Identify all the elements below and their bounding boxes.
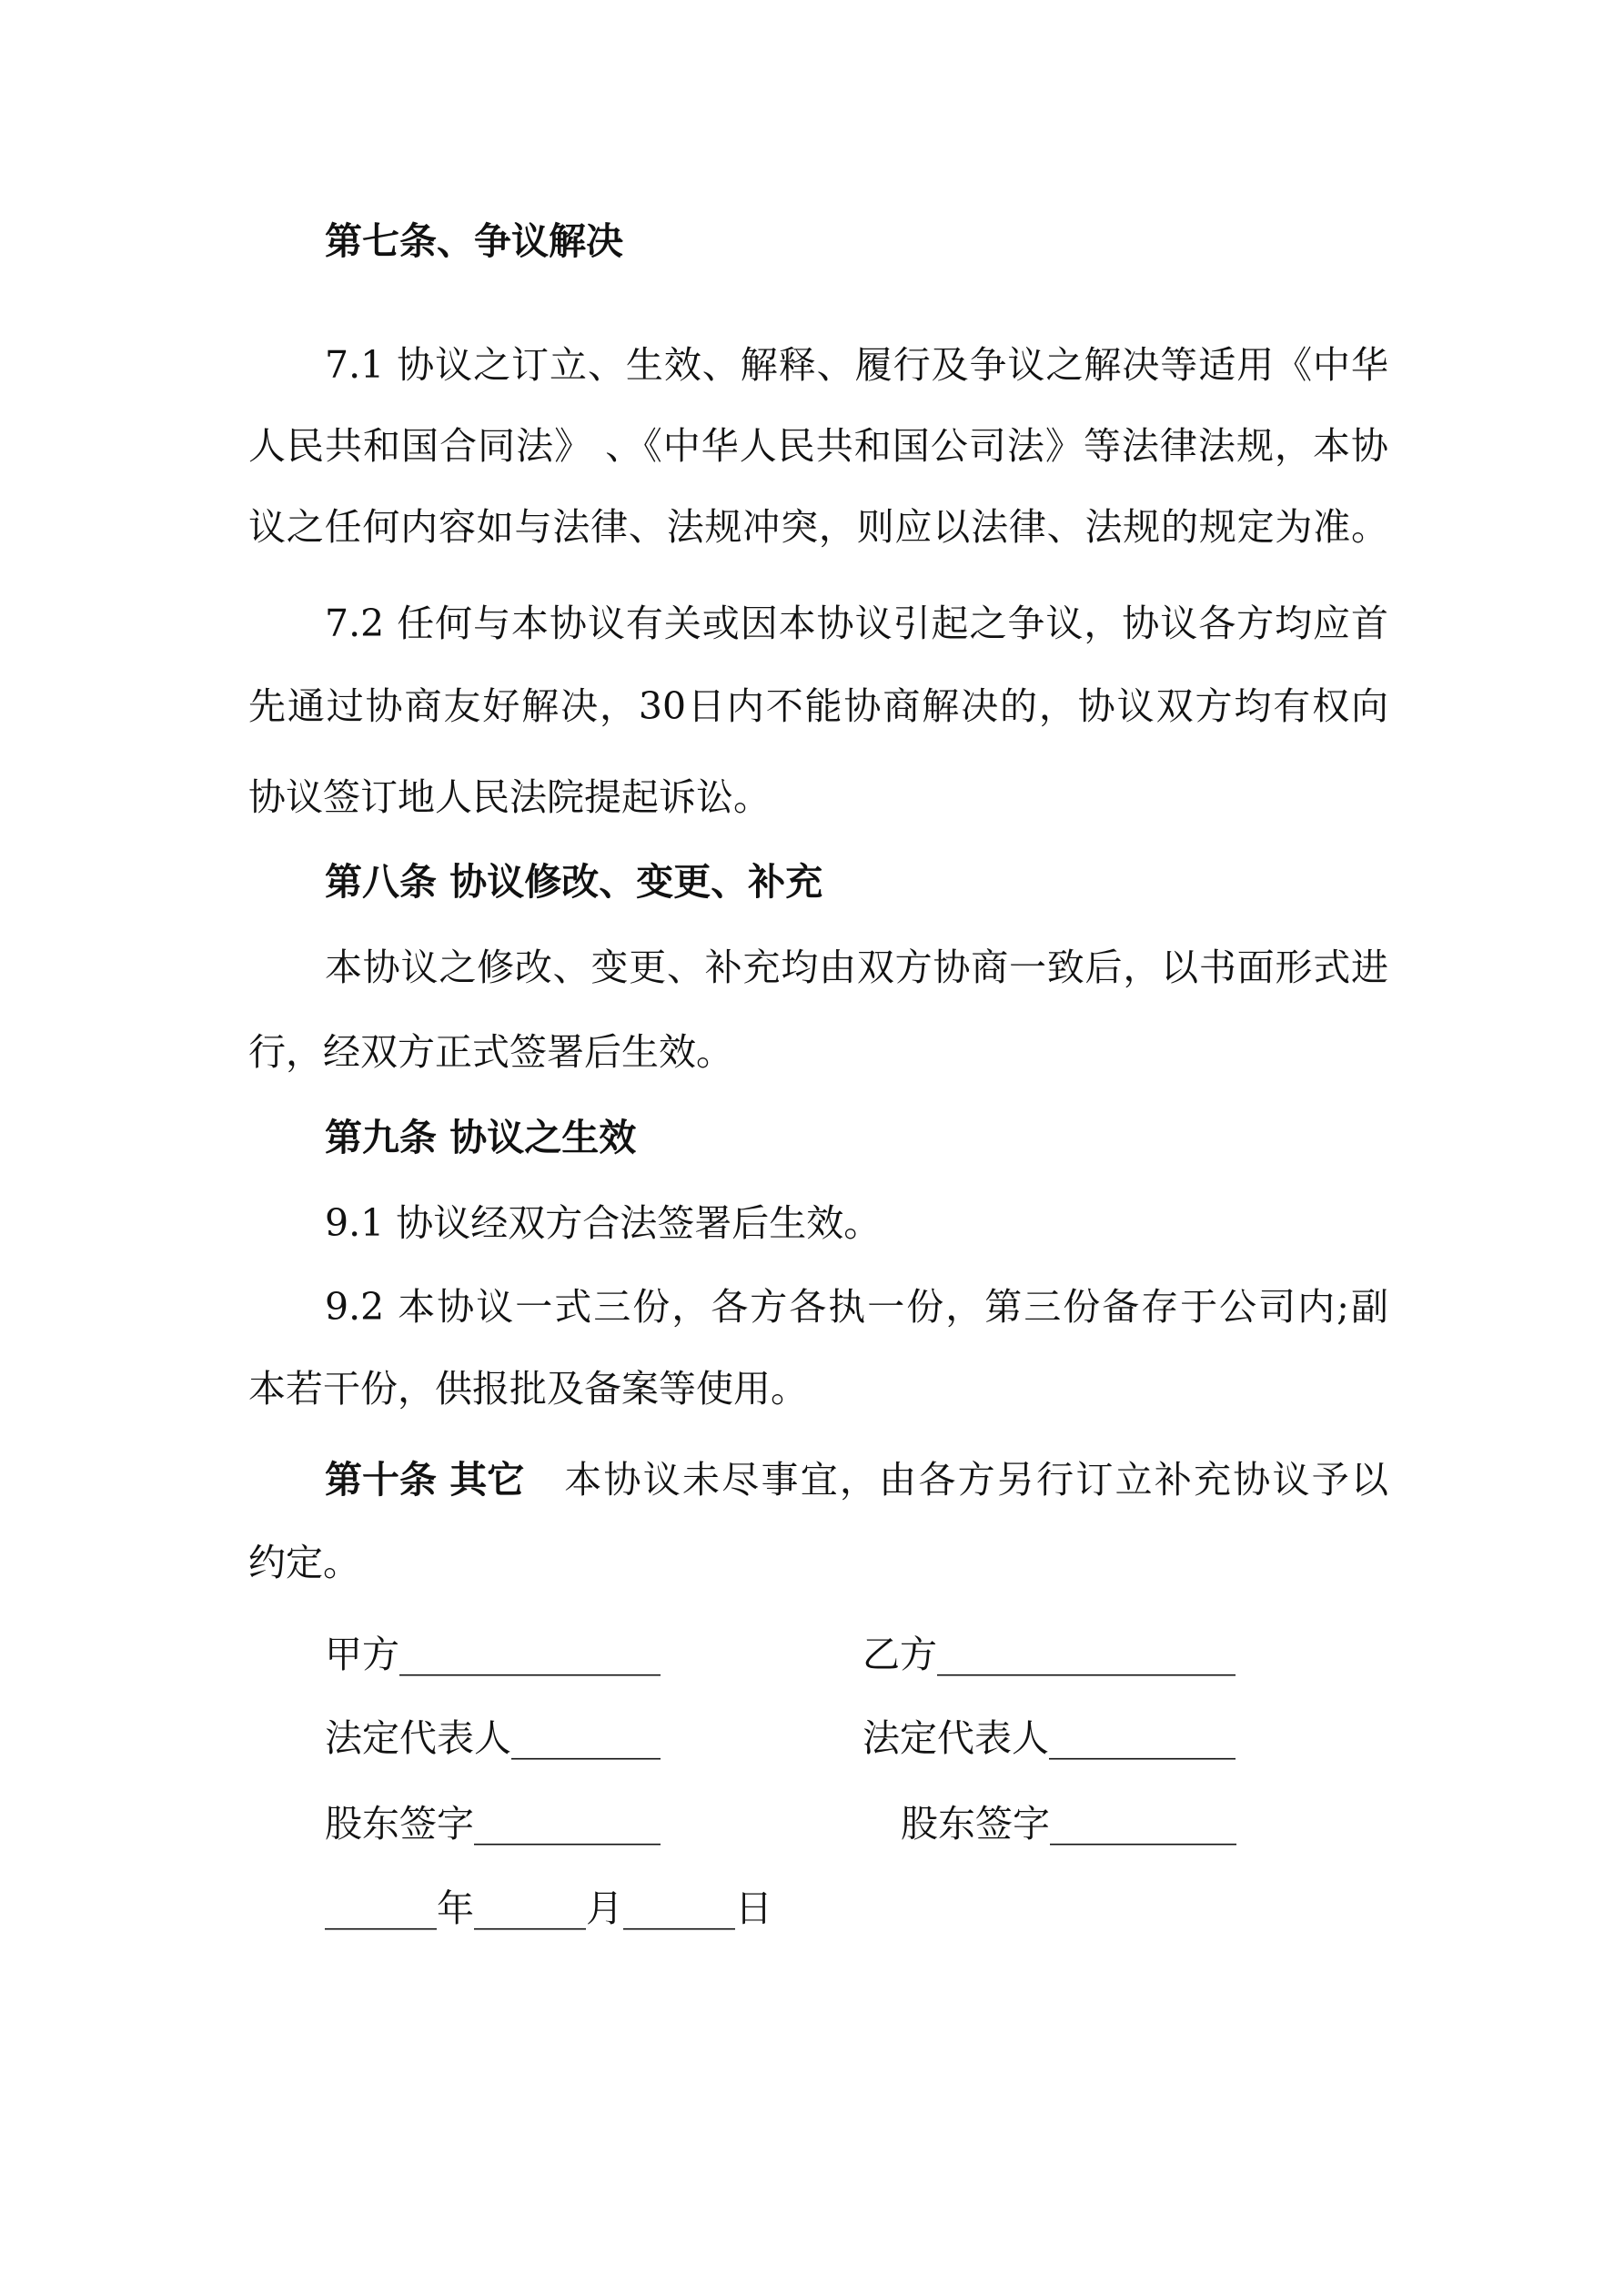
clause-7-2-line: 协议签订地人民法院提起诉讼。 [248,775,771,819]
article-8-heading: 第八条 协议修改、变更、补充 [325,860,823,904]
clause-7-1-line: 7.1 协议之订立、生效、解释、履行及争议之解决等适用《中华 [325,343,1388,387]
party-a-representative-field: 法定代表人________ [325,1716,661,1760]
article-8-line: 行，经双方正式签署后生效。 [248,1030,733,1074]
clause-9-2-line: 9.2 本协议一式三份，各方各执一份，第三份备存于公司内;副 [325,1285,1388,1329]
clause-7-1-line: 议之任何内容如与法律、法规冲突，则应以法律、法规的规定为准。 [248,505,1388,549]
article-7-heading: 第七条、争议解决 [325,219,623,263]
article-10-line [325,1458,1388,1502]
article-10-text: 本协议未尽事宜，由各方另行订立补充协议予以 [564,1458,1388,1502]
article-10-heading: 第十条 其它 [325,1458,525,1502]
clause-9-1: 9.1 协议经双方合法签署后生效。 [325,1201,882,1245]
date-field: ______年______月______日 [325,1886,772,1930]
clause-9-2-line: 本若干份，供报批及备案等使用。 [248,1367,808,1411]
article-9-heading: 第九条 协议之生效 [325,1116,637,1159]
party-b-signature-field: 乙方________________ [862,1633,1236,1676]
article-8-line: 本协议之修改、变更、补充均由双方协商一致后，以书面形式进 [325,946,1388,989]
clause-7-2-line: 先通过协商友好解决，30日内不能协商解决的，协议双方均有权向 [248,684,1388,728]
article-10-line: 约定。 [248,1541,360,1584]
clause-7-2-line: 7.2 任何与本协议有关或因本协议引起之争议，协议各方均应首 [325,602,1388,645]
shareholder-a-signature-field: 股东签字__________ [325,1802,661,1846]
party-a-signature-field: 甲方______________ [325,1633,661,1676]
party-b-representative-field: 法定代表人__________ [862,1716,1236,1760]
shareholder-b-signature-field: 股东签字__________ [901,1802,1236,1846]
clause-7-1-line: 人民共和国合同法》 、《中华人民共和国公司法》等法律法规，本协 [248,424,1388,468]
